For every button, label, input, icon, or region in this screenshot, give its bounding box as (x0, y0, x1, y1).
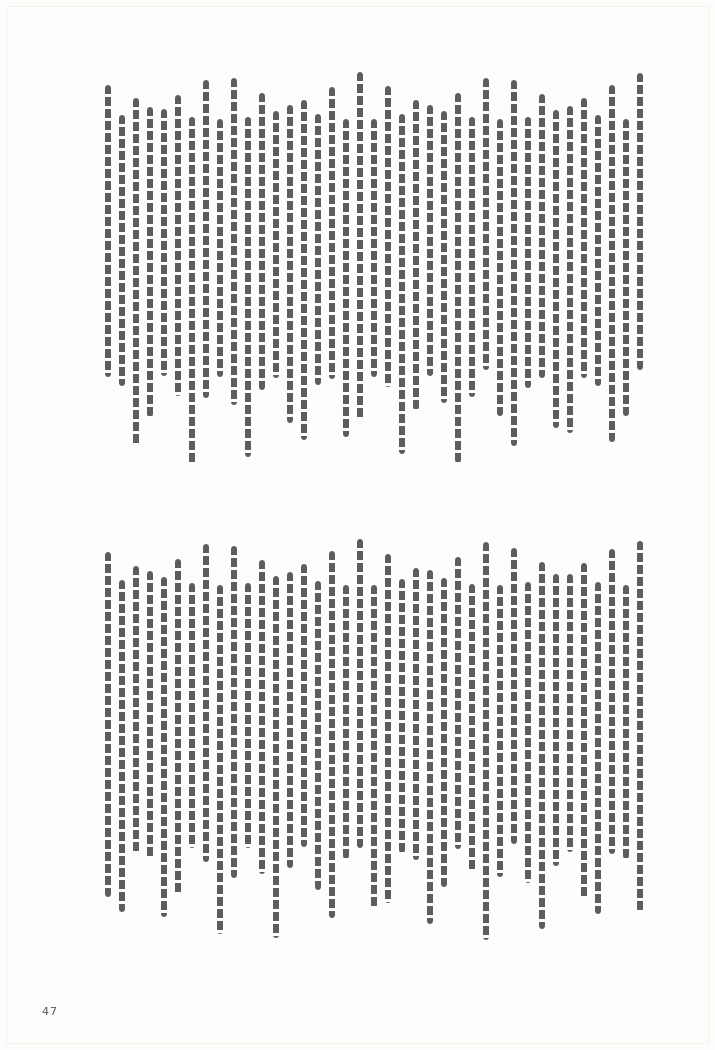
redacted-text-column (189, 583, 195, 848)
redacted-text-column (595, 115, 601, 386)
redacted-text-column (539, 94, 545, 378)
redacted-text-column (511, 80, 517, 446)
redacted-text-column (231, 546, 237, 878)
redacted-text-column (315, 114, 321, 385)
redacted-text-column (441, 578, 447, 887)
redacted-text-column (329, 551, 335, 918)
redacted-text-column (343, 119, 349, 437)
redacted-text-column (525, 582, 531, 883)
redacted-text-column (329, 87, 335, 379)
text-band-bottom (82, 538, 643, 980)
redacted-text-column (357, 539, 363, 848)
redacted-text-column (133, 98, 139, 446)
redacted-text-column (539, 562, 545, 929)
redacted-text-column (371, 119, 377, 377)
redacted-text-column (413, 100, 419, 410)
redacted-text-column (203, 544, 209, 862)
redacted-text-column (175, 559, 181, 895)
redacted-text-column (469, 584, 475, 871)
redacted-text-column (119, 115, 125, 386)
redacted-text-column (427, 570, 433, 924)
redacted-text-column (567, 106, 573, 433)
redacted-text-column (595, 582, 601, 914)
redacted-text-column (315, 581, 321, 890)
redacted-text-column (231, 78, 237, 405)
redacted-text-column (245, 583, 251, 848)
redacted-text-column (371, 585, 377, 908)
redacted-text-column (427, 105, 433, 376)
redacted-text-column (301, 564, 307, 847)
redacted-text-column (399, 114, 405, 454)
redacted-text-column (441, 111, 447, 403)
redacted-text-column (259, 93, 265, 390)
redacted-text-column (455, 557, 461, 849)
redacted-text-column (245, 117, 251, 457)
page-number: 47 (42, 1005, 58, 1018)
redacted-text-column (553, 110, 559, 428)
redacted-text-column (189, 117, 195, 465)
redacted-text-column (623, 119, 629, 416)
redacted-text-column (287, 572, 293, 868)
redacted-text-column (119, 580, 125, 912)
redacted-text-column (217, 585, 223, 934)
redacted-text-column (105, 552, 111, 897)
redacted-text-column (413, 568, 419, 860)
redacted-text-column (357, 72, 363, 420)
redacted-text-column (567, 574, 573, 852)
redacted-text-column (147, 107, 153, 417)
redacted-text-column (203, 80, 209, 398)
redacted-text-column (217, 119, 223, 377)
redacted-text-column (301, 100, 307, 440)
redacted-text-column (483, 542, 489, 940)
redacted-text-column (273, 111, 279, 378)
redacted-text-column (497, 585, 503, 877)
redacted-text-column (161, 109, 167, 376)
redacted-text-column (581, 563, 587, 899)
redacted-text-column (609, 85, 615, 442)
redacted-text-column (469, 117, 475, 397)
redacted-text-column (511, 548, 517, 844)
redacted-text-column (133, 566, 139, 853)
redacted-text-column (259, 560, 265, 874)
text-band-top (82, 72, 643, 502)
redacted-text-column (497, 119, 503, 416)
redacted-text-column (553, 574, 559, 866)
redacted-text-column (385, 554, 391, 903)
redacted-text-column (623, 585, 629, 859)
redacted-text-column (637, 541, 643, 912)
redacted-text-column (455, 93, 461, 463)
redacted-text-column (343, 585, 349, 859)
redacted-text-column (525, 117, 531, 388)
redacted-text-column (175, 95, 181, 396)
redacted-text-column (287, 105, 293, 423)
redacted-text-column (637, 73, 643, 370)
redacted-text-column (609, 549, 615, 854)
redacted-text-column (483, 78, 489, 370)
redacted-text-column (105, 85, 111, 377)
redacted-text-column (385, 86, 391, 387)
redacted-text-column (273, 576, 279, 938)
redacted-text-column (581, 98, 587, 378)
redacted-text-column (147, 571, 153, 858)
redacted-text-column (161, 577, 167, 917)
redacted-text-column (399, 579, 405, 853)
